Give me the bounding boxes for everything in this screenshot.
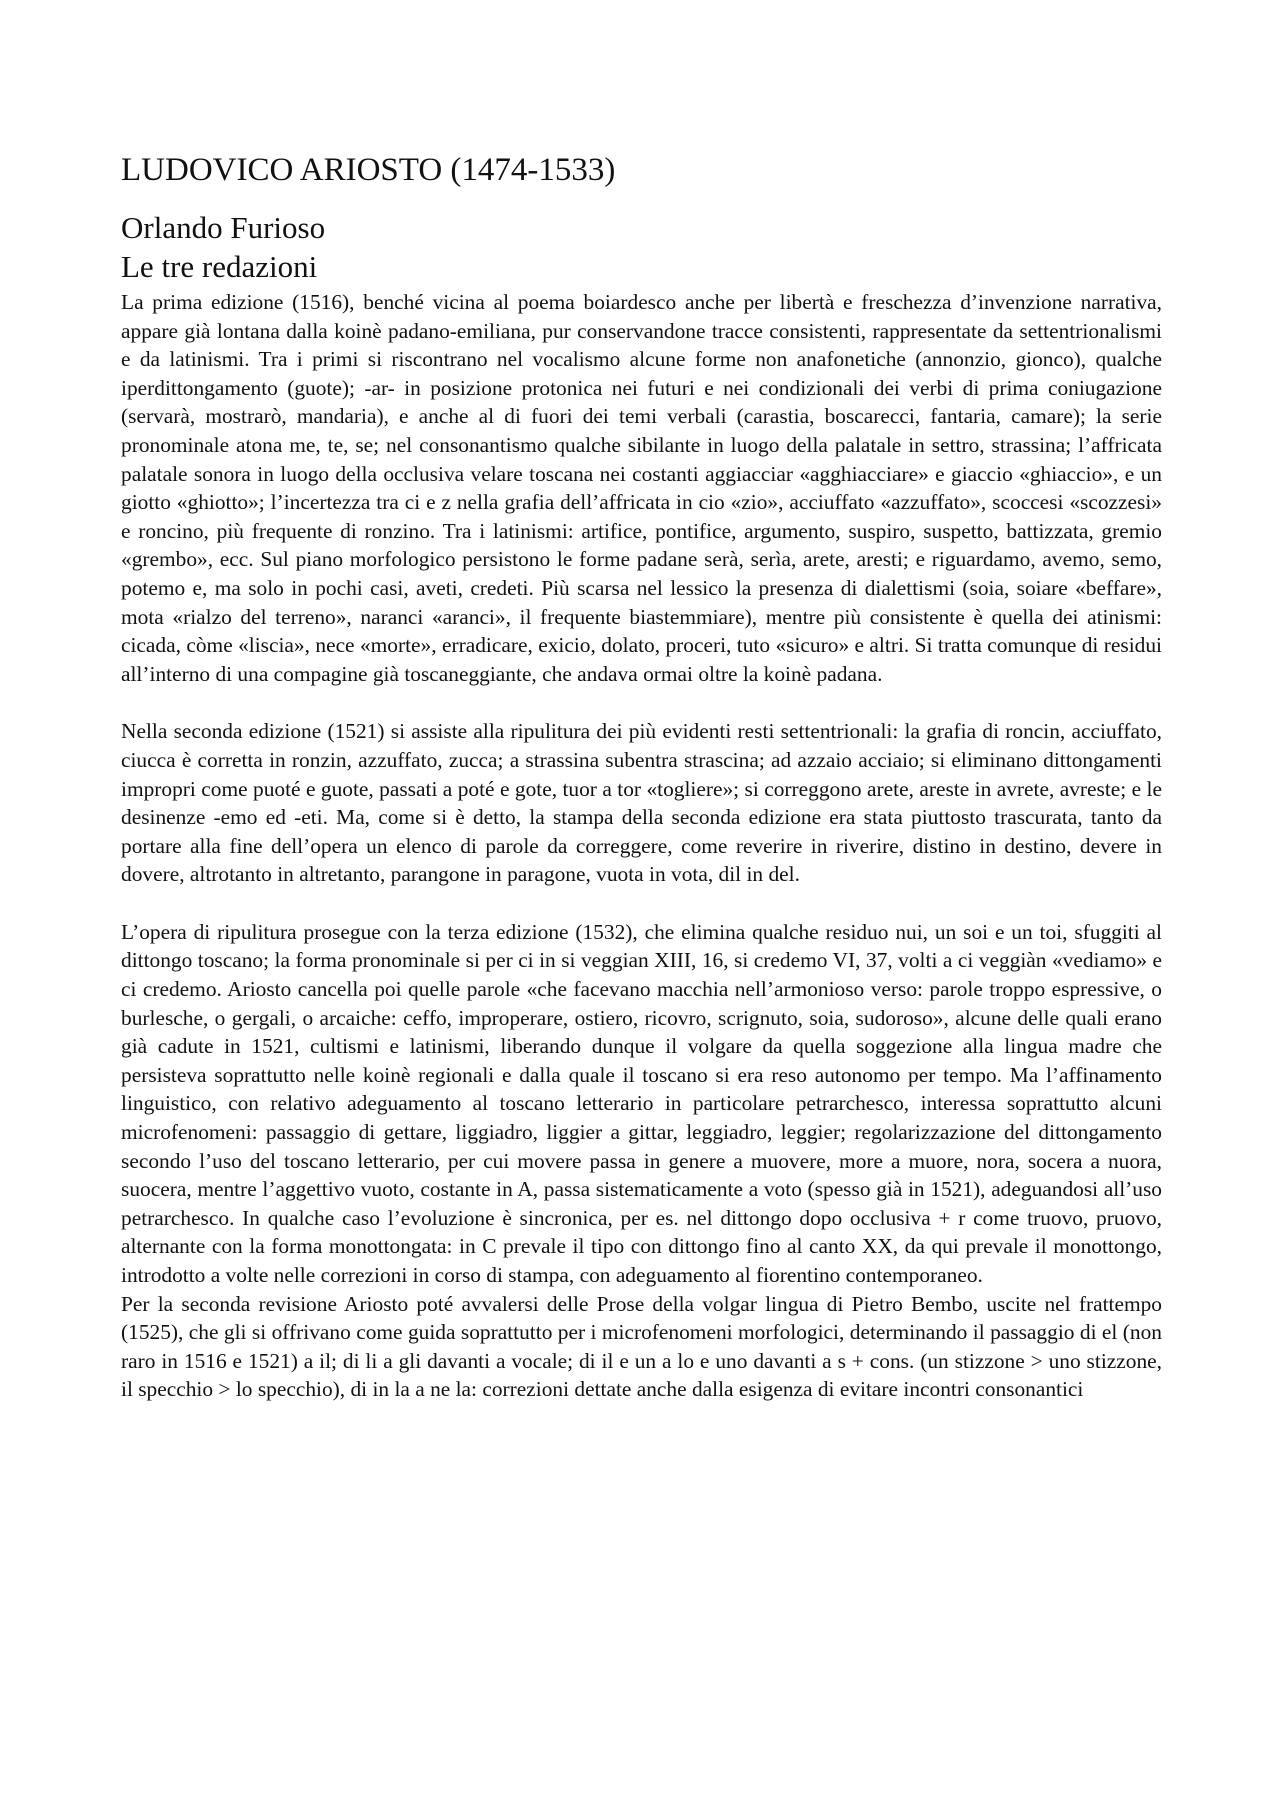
author-heading: LUDOVICO ARIOSTO (1474-1533) [121, 152, 616, 188]
document-page [121, 150, 1162, 1404]
paragraph-bembo-revision: Per la seconda revisione Ariosto poté avvalersi delle Prose della volgar lingua di Pietro Bembo, uscite nel frattempo (1525), che gli si offrivano come guida soprattutto per i microfenomeni morfologici, determinando il passaggio di el (non raro in 1516 e 1521) a il; di li a gli davanti a vocale; di il e un a lo e uno davanti a s + cons. (un stizzone > uno stizzone, il specchio > lo specchio), di in la a ne la: correzioni dettate anche dalla esigenza di evitare incontri consonantici [121, 1291, 1162, 1402]
work-title: Orlando Furioso [121, 210, 326, 245]
paragraph-first-edition: La prima edizione (1516), benché vicina al poema boiardesco anche per libertà e freschezza d’invenzione narrativa, appare già lontana dalla koinè padano-emiliana, pur conservandone tracce consistenti, rappresentate da settentrionalismi e da latinismi. Tra i primi si riscontrano nel vocalismo alcune forme non anafonetiche (annonzio, gionco), qualche iperdittongamento (guote); -ar- in posizione protonica nei futuri e nei condizionali dei verbi di prima coniugazione (servarà, mostrarò, mandaria), e anche al di fuori dei temi verbali (carastia, boscarecci, fantaria, camare); la serie pronominale atona me, te, se; nel consonantismo qualche sibilante in luogo della palatale in settro, strassina; l’affricata palatale sonora in luogo della occlusiva velare toscana nei costanti aggiacciar «agghiacciare» e giaccio «ghiaccio», e un giotto «ghiotto»; l’incertezza tra ci e z nella grafia dell’affricata in cio «zio», acciuffato «azzuffato», scoccesi «scozzesi» e roncino, più frequente di ronzino. Tra i latinismi: artifice, pontifice, argumento, suspiro, suspetto, battizzata, gremio «grembo», ecc. Sul piano morfologico persistono le forme padane serà, serìa, arete, aresti; e riguardamo, avemo, semo, potemo e, ma solo in pochi casi, aveti, credeti. Più scarsa nel lessico la presenza di dialettismi (soia, soiare «beffare», mota «rialzo del terreno», naranci «aranci», il frequente biastemmiare), mentre più consistente è quella dei atinismi: cicada, còme «liscia», nece «morte», erradicare, exicio, dolato, proceri, tuto «sicuro» e altri. Si tratta comunque di residui all’interno di una compagine già toscaneggiante, che andava ormai oltre la koinè padana. [121, 290, 1162, 686]
section-title: Le tre redazioni [121, 249, 318, 284]
paragraph-second-edition: Nella seconda edizione (1521) si assiste alla ripulitura dei più evidenti resti settentrionali: la grafia di roncin, acciuffato, ciucca è corretta in ronzin, azzuffato, zucca; a strassina subentra strascina; ad azzaio acciaio; si eliminano dittongamenti impropri come puoté e guote, passati a poté e gote, tuor a tor «togliere»; si correggono arete, areste in avrete, avreste; e le desinenze -emo ed -eti. Ma, come si è detto, la stampa della seconda edizione era stata piuttosto trascurata, tanto da portare alla fine dell’opera un elenco di parole da correggere, come reverire in riverire, distino in destino, devere in dovere, altrotanto in altretanto, parangone in paragone, vuota in vota, dil in del. [121, 719, 1162, 887]
paragraph-third-edition: L’opera di ripulitura prosegue con la terza edizione (1532), che elimina qualche residuo nui, un soi e un toi, sfuggiti al dittongo toscano; la forma pronominale si per ci in si veggian XIII, 16, si credemo VI, 37, volti a ci veggiàn «vediamo» e ci credemo. Ariosto cancella poi quelle parole «che facevano macchia nell’armonioso verso: parole troppo espressive, o burlesche, o gergali, o arcaiche: ceffo, improperare, ostiero, ricovro, scrignuto, soia, sudoroso», alcune delle quali erano già cadute in 1521, cultismi e latinismi, liberando dunque il volgare da quella soggezione alla lingua madre che persisteva soprattutto nelle koinè regionali e dalla quale il toscano si era reso autonomo per tempo. Ma l’affinamento linguistico, con relativo adeguamento al toscano letterario in particolare petrarchesco, interessa soprattutto alcuni microfenomeni: passaggio di gettare, liggiadro, liggier a gittar, leggiadro, leggier; regolarizzazione del dittongamento secondo l’uso del toscano letterario, per cui movere passa in genere a muovere, more a muore, nora, socera a nuora, suocera, mentre l’aggettivo vuoto, costante in A, passa sistematicamente a voto (spesso già in 1521), adeguandosi all’uso petrarchesco. In qualche caso l’evoluzione è sincronica, per es. nel dittongo dopo occlusiva + r come truovo, pruovo, alternante con la forma monottongata: in C prevale il tipo con dittongo fino al canto XX, da qui prevale il monottongo, introdotto a volte nelle correzioni in corso di stampa, con adeguamento al fiorentino contemporaneo. [121, 919, 1162, 1287]
